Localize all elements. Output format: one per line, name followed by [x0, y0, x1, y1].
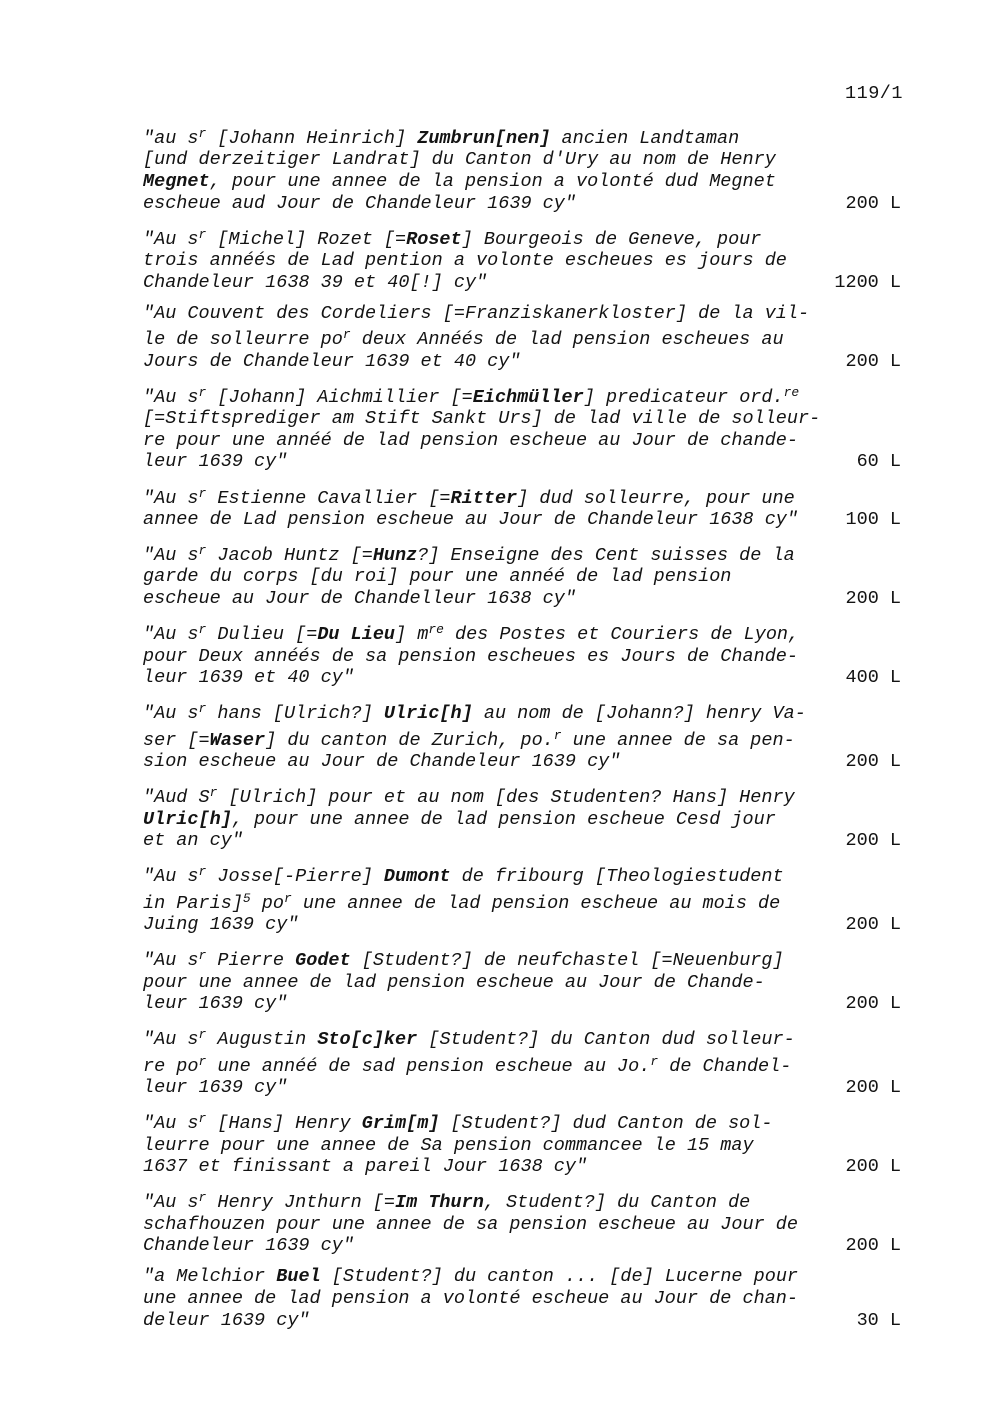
entry-line	[143, 272, 901, 294]
entry-text: Jours de Chandeleur 1639 et 40 cy"	[143, 350, 521, 372]
entry-amount: 200 L	[845, 192, 901, 214]
entry-text: , Student?] du Canton de	[483, 1192, 751, 1214]
entry-text: une annee de sa pen-	[561, 729, 795, 751]
entry-text: "Au s	[143, 866, 199, 888]
ledger-entry	[143, 1266, 901, 1331]
entry-text: [Hans] Henry	[206, 1112, 362, 1134]
entry-line	[143, 451, 901, 473]
ledger-entry	[143, 382, 901, 473]
entry-text: [Student?] du Canton dud solleur-	[417, 1029, 795, 1051]
entry-amount: 60 L	[856, 451, 901, 473]
entry-line	[143, 1214, 901, 1236]
ledger-entry	[143, 945, 901, 1015]
entry-name-bold: Du Lieu	[317, 623, 396, 645]
entry-text: hans [Ulrich?]	[206, 703, 384, 725]
superscript-text: r	[198, 622, 207, 638]
entry-name-bold: Ritter	[450, 487, 518, 509]
ledger-entry	[143, 782, 901, 852]
entry-line	[143, 324, 901, 350]
superscript-text: r	[198, 948, 207, 964]
entry-text: Josse[-Pierre]	[206, 866, 384, 888]
entry-text: ] dud solleurre, pour une	[517, 487, 795, 509]
entry-text: au nom de [Johann?] henry Va-	[472, 703, 806, 725]
entry-amount: 200 L	[845, 830, 901, 852]
entry-text: ] predicateur ord.	[583, 386, 784, 408]
entry-text: escheue aud Jour de Chandeleur 1639 cy"	[143, 192, 576, 214]
entry-text: de fribourg [Theologiestudent	[450, 866, 784, 888]
entry-text: "Au s	[143, 1192, 199, 1214]
superscript-text: r	[198, 384, 207, 400]
superscript-text: re	[428, 622, 444, 638]
entry-name-bold: Grim[m]	[361, 1112, 440, 1134]
entry-line	[143, 993, 901, 1015]
entry-text: Pierre	[206, 949, 296, 971]
entry-text: ancien Landtaman	[550, 127, 740, 149]
entry-line	[143, 751, 901, 773]
entry-text: "Au s	[143, 544, 199, 566]
entry-text: re pour une annéé de lad pension escheue au Jour de chande-	[143, 429, 799, 451]
entry-line	[143, 782, 901, 808]
entry-text: Henry Jnthurn [=	[206, 1192, 396, 1214]
entry-text: Chandeleur 1639 cy"	[143, 1235, 354, 1257]
ledger-entry	[143, 224, 901, 294]
entry-line	[143, 619, 901, 645]
entry-text: leur 1639 cy"	[143, 1077, 288, 1099]
entry-text: [Johann] Aichmillier [=	[206, 386, 473, 408]
entry-name-bold: Waser	[209, 729, 266, 751]
entry-text: trois annéés de Lad pention a volonte escheues es jours de	[143, 250, 787, 272]
entry-line	[143, 1051, 901, 1077]
entry-name-bold: Ulric[h]	[383, 703, 473, 725]
entry-text: Chandeleur 1638 39 et 40[!] cy"	[143, 271, 488, 293]
entry-text: "a Melchior	[143, 1266, 277, 1288]
superscript-text: r	[198, 543, 207, 559]
entry-line	[143, 224, 901, 250]
entry-amount: 200 L	[845, 588, 901, 610]
entry-amount: 100 L	[845, 508, 901, 530]
entry-line	[143, 698, 901, 724]
entry-name-bold: Megnet	[143, 171, 210, 192]
entry-amount: 200 L	[845, 751, 901, 773]
entry-name-bold: Dumont	[383, 866, 451, 888]
entry-name-bold: Buel	[276, 1266, 321, 1288]
entry-line	[143, 303, 901, 325]
superscript-text: r	[284, 890, 292, 906]
ledger-entry	[143, 123, 901, 214]
entry-text: "Au s	[143, 228, 199, 250]
entry-text: Jacob Huntz [=	[206, 544, 373, 566]
entry-text: deleur 1639 cy"	[143, 1309, 310, 1331]
entry-line	[143, 193, 901, 215]
entry-text: et an cy"	[143, 830, 243, 852]
entry-text: "Au s	[143, 386, 199, 408]
entry-text: "Au s	[143, 487, 199, 509]
entry-text: "Au s	[143, 1112, 199, 1134]
entry-line	[143, 861, 901, 887]
superscript-text: r	[198, 226, 207, 242]
ledger-entry	[143, 861, 901, 935]
entry-line	[143, 1077, 901, 1099]
entry-amount: 400 L	[845, 667, 901, 689]
entry-amount: 1200 L	[834, 271, 901, 293]
entry-line	[143, 1310, 901, 1332]
entry-amount: 200 L	[845, 914, 901, 936]
entry-amount: 30 L	[856, 1309, 901, 1331]
entry-line	[143, 1235, 901, 1257]
entry-text: de Chandel-	[658, 1055, 792, 1077]
entry-text: [=Stiftsprediger am Stift Sankt Urs] de lad ville de solleur-	[143, 408, 821, 430]
entry-text: [Ulrich] pour et au nom [des Studenten? Hans] Henry	[217, 786, 795, 808]
entry-line	[143, 588, 901, 610]
entry-name-bold: Sto[c]ker	[317, 1029, 418, 1051]
entry-text: le de solleurre po	[143, 329, 343, 351]
entry-text: "Au s	[143, 949, 199, 971]
entry-name-bold: Roset	[406, 228, 462, 250]
entry-line	[143, 382, 901, 408]
entry-line	[143, 566, 901, 588]
entry-text: escheue au Jour de Chandelleur 1638 cy"	[143, 588, 576, 610]
entry-line	[143, 250, 901, 272]
superscript-text: 5	[242, 890, 251, 906]
entry-text: ] du canton de Zurich, po.	[265, 729, 554, 751]
entry-amount: 200 L	[845, 1235, 901, 1257]
entry-text: Augustin	[206, 1029, 318, 1051]
entry-name-bold: Im Thurn	[395, 1192, 484, 1214]
entry-name-bold: Hunz	[372, 544, 418, 566]
entry-text: une annee de lad pension escheue au mois de	[291, 892, 781, 914]
entry-amount: 200 L	[845, 1156, 901, 1178]
entry-text: pour une annee de lad pension escheue au Jour de Chande-	[143, 971, 765, 993]
entry-text: [Student?] dud Canton de sol-	[439, 1112, 773, 1134]
entry-text: [und derzeitiger Landrat] du Canton d'Ury au nom de Henry	[143, 149, 776, 171]
entry-text: ?] Enseigne des Cent suisses de la	[417, 544, 795, 566]
entry-text: garde du corps [du roi] pour une annéé de lad pension	[143, 566, 732, 588]
superscript-text: r	[198, 1111, 207, 1127]
entry-text: Juing 1639 cy"	[143, 914, 299, 936]
entry-line	[143, 888, 901, 914]
entry-text: "Au s	[143, 703, 199, 725]
entry-text: "au s	[143, 127, 199, 149]
entry-line	[143, 1266, 901, 1288]
superscript-text: r	[650, 1053, 659, 1069]
ledger-entry	[143, 619, 901, 689]
entry-text: [Student?] de neufchastel [=Neuenburg]	[350, 949, 784, 971]
entry-text: Estienne Cavallier [=	[206, 487, 451, 509]
entry-line	[143, 667, 901, 689]
superscript-text: r	[342, 327, 351, 343]
entry-text: in Paris]	[143, 892, 243, 914]
entry-text: une annee de lad pension a volonté escheue au Jour de chan-	[143, 1287, 799, 1309]
entry-line	[143, 171, 901, 193]
entry-line	[143, 1024, 901, 1050]
entry-amount: 200 L	[845, 350, 901, 372]
superscript-text: r	[198, 1053, 207, 1069]
entry-text: "Aud S	[143, 786, 210, 808]
entry-name-bold: Zumbrun[nen]	[417, 127, 551, 149]
superscript-text: r	[198, 485, 207, 501]
entry-text: [Johann Heinrich]	[206, 127, 418, 149]
ledger-entry	[143, 540, 901, 610]
ledger-entry	[143, 1187, 901, 1257]
entry-text: pour Deux annéés de sa pension escheues es Jours de Chande-	[143, 645, 799, 667]
entry-text: ] m	[395, 623, 429, 645]
entry-name-bold: Eichmüller	[472, 386, 584, 408]
entry-line	[143, 725, 901, 751]
entry-line	[143, 1135, 901, 1157]
entry-line	[143, 408, 901, 430]
entry-line	[143, 509, 901, 531]
superscript-text: r	[198, 1027, 207, 1043]
entry-text: , pour une annee de la pension a volonté dud Megnet	[209, 171, 776, 192]
entry-line	[143, 914, 901, 936]
entry-text: deux Annéés de lad pension escheues au	[350, 329, 784, 351]
superscript-text: r	[198, 864, 207, 880]
entry-text: "Au Couvent des Cordeliers [=Franziskanerkloster] de la vil-	[143, 302, 810, 324]
superscript-text: r	[198, 1190, 207, 1206]
entry-text: "Au s	[143, 1029, 199, 1051]
entry-text: [Michel] Rozet [=	[206, 228, 407, 250]
entry-line	[143, 1288, 901, 1310]
entry-text: [Student?] du canton ... [de] Lucerne pour	[320, 1266, 799, 1288]
entries-list	[143, 123, 901, 1341]
entry-line	[143, 123, 901, 149]
entry-amount: 200 L	[845, 1077, 901, 1099]
entry-line	[143, 483, 901, 509]
superscript-text: re	[783, 384, 800, 400]
superscript-text: r	[209, 785, 218, 801]
ledger-entry	[143, 698, 901, 772]
superscript-text: r	[198, 701, 207, 717]
ledger-entry	[143, 303, 901, 373]
ledger-entry	[143, 483, 901, 531]
entry-text: des Postes et Couriers de Lyon,	[443, 623, 800, 645]
entry-text: ser [=	[143, 729, 210, 751]
entry-line	[143, 1156, 901, 1178]
entry-amount: 200 L	[845, 993, 901, 1015]
entry-text: une annéé de sad pension escheue au Jo.	[206, 1055, 651, 1077]
page-number: 119/1	[844, 83, 903, 104]
entry-text: 1637 et finissant a pareil Jour 1638 cy"	[143, 1156, 588, 1178]
entry-line	[143, 430, 901, 452]
entry-name-bold: Godet	[295, 949, 351, 971]
entry-text: leurre pour une annee de Sa pension commancee le 15 may	[143, 1134, 754, 1156]
entry-line	[143, 972, 901, 994]
entry-text: leur 1639 cy"	[143, 993, 288, 1015]
entry-name-bold: Ulric[h]	[143, 808, 232, 830]
entry-line	[143, 830, 901, 852]
entry-text: annee de Lad pension escheue au Jour de Chandeleur 1638 cy"	[143, 508, 799, 530]
entry-text: schafhouzen pour une annee de sa pension escheue au Jour de	[143, 1213, 799, 1235]
entry-line	[143, 809, 901, 831]
entry-line	[143, 646, 901, 668]
ledger-entry	[143, 1024, 901, 1098]
superscript-text: r	[553, 727, 562, 743]
entry-text: Dulieu [=	[206, 623, 318, 645]
entry-text: leur 1639 cy"	[143, 451, 288, 473]
entry-line	[143, 945, 901, 971]
entry-line	[143, 1108, 901, 1134]
entry-line	[143, 149, 901, 171]
entry-line	[143, 540, 901, 566]
ledger-entry	[143, 1108, 901, 1178]
superscript-text: r	[198, 126, 207, 141]
entry-text: po	[250, 892, 284, 914]
entry-text: , pour une annee de lad pension escheue Cesd jour	[231, 808, 776, 830]
entry-line	[143, 351, 901, 373]
entry-text: "Au s	[143, 623, 199, 645]
entry-text: ] Bourgeois de Geneve, pour	[461, 228, 762, 250]
entry-text: sion escheue au Jour de Chandeleur 1639 cy"	[143, 751, 621, 773]
entry-line	[143, 1187, 901, 1213]
entry-text: re po	[143, 1055, 199, 1077]
entry-text: leur 1639 et 40 cy"	[143, 667, 354, 689]
